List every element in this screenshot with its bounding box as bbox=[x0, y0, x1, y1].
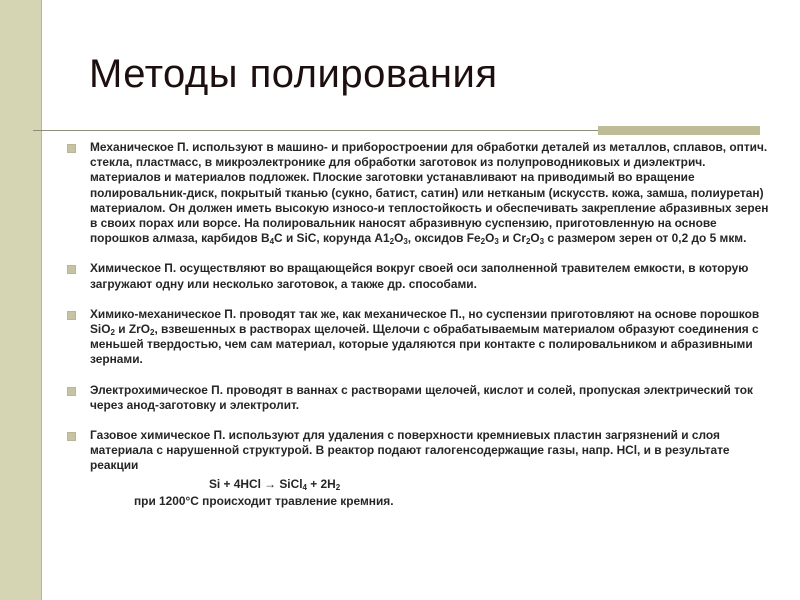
square-bullet-icon bbox=[67, 432, 76, 441]
paragraph-gas-chemical: Газовое химическое П. используют для удаления с поверхности кремниевых пластин загрязнений и слоя материала с нарушенной структурой. В реактор подают галогенсодержащие газы, напр. HCl, и в результате реакции Si + 4HCl → SiCl$_4$ + $2H_2$ при 1200°С происходит травление кремния. bbox=[66, 428, 778, 509]
paragraph-mechanical: Механическое П. используют в машино- и приборостроении для обработки деталей из металлов, сплавов, оптич. стекла, пластмасс, в микроэлектронике для обработки заготовок из полупроводниковых и диэлектрич. материалов и материалов подложек. Плоские заготовки устанавливают на приводимый во вращение полировальник-диск, покрытый тканью (сукно, батист, сатин) или нетканым (искусств. кожа, замша, полиуретан) материалом. Он должен иметь высокую износо-и теплостойкость и обеспечивать закрепление абразивных зерен в своих порах или ворсе. На полировальник наносят абразивную суспензию, приготовленную на основе порошков алмаза, карбидов $В_4C$ и SiC, корунда $A1_2O_3$, оксидов $Fe_2O_3$ и $Cr_2O_3$ с размером зерен от 0,2 до 5 мкм. bbox=[66, 140, 778, 246]
paragraph-chemical: Химическое П. осуществляют во вращающейся вокруг своей оси заполненной травителем емкости, в которую загружают одну или несколько заготовок, а также др. способами. bbox=[66, 261, 778, 291]
left-decor-band bbox=[0, 0, 42, 600]
divider-accent bbox=[598, 126, 760, 135]
slide-title: Методы полирования bbox=[89, 52, 498, 96]
reaction-equation: Si + 4HCl → SiCl$_4$ + $2H_2$ bbox=[209, 476, 341, 492]
paragraph-electrochemical: Электрохимическое П. проводят в ваннах с растворами щелочей, кислот и солей, пропуская электрический ток через анод-заготовку и электролит. bbox=[66, 383, 778, 413]
square-bullet-icon bbox=[67, 144, 76, 153]
slide-body bbox=[66, 140, 778, 524]
square-bullet-icon bbox=[67, 387, 76, 396]
paragraph-chemical-mechanical: Химико-механическое П. проводят так же, как механическое П., но суспензии приготовляют на основе порошков SiO$_2$ и ZrO$_2$, взвешенных в растворах щелочей. Щелочи с обрабатываемым материалом образуют соединения с меньшей твердостью, чем сам материал, которые удаляются при контакте с полировальником и абразивными зернами. bbox=[66, 307, 778, 368]
reaction-condition: при 1200°С происходит травление кремния. bbox=[134, 493, 394, 508]
square-bullet-icon bbox=[67, 311, 76, 320]
square-bullet-icon bbox=[67, 265, 76, 274]
